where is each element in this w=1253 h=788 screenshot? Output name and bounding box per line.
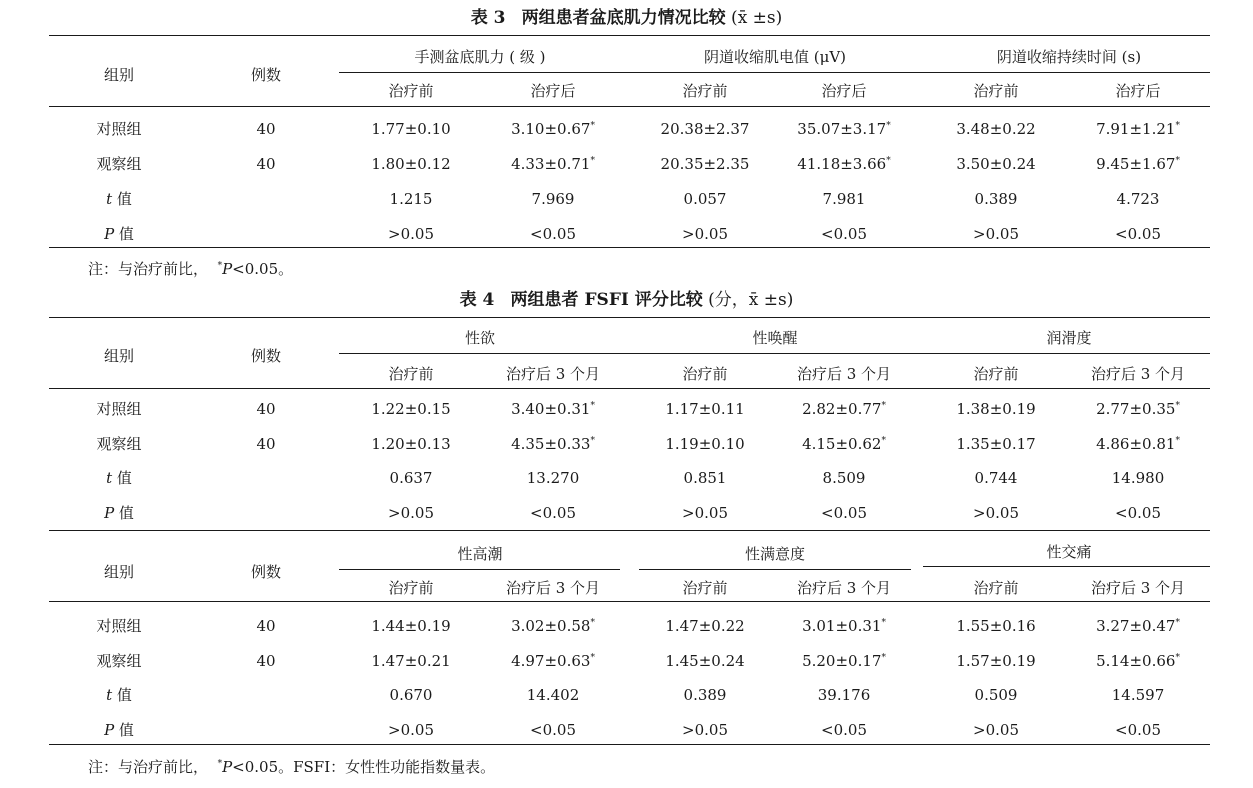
table4-bottom-rule (49, 744, 1210, 745)
table4-cell: >0.05 (388, 504, 434, 522)
table4-cell: 4.35±0.33* (511, 435, 595, 453)
table4-sub-header: 治疗前 (388, 579, 434, 597)
table4-cell: 14.597 (1111, 686, 1165, 704)
table3-sub-header: 治疗后 (530, 82, 576, 100)
table4-cell: 2.82±0.77* (802, 400, 886, 418)
table4-row-label: 对照组 (96, 400, 142, 418)
table4-cell: >0.05 (973, 504, 1019, 522)
table4-group-rule-b1 (339, 569, 620, 570)
table4-cell: <0.05 (530, 504, 576, 522)
table4-caption-prefix: 表 4 (459, 290, 495, 310)
table4-cell: 13.270 (526, 469, 580, 487)
table3-cell: 4.33±0.71* (511, 155, 595, 173)
table3-note: 注：与治疗前比， *P<0.05。 (88, 260, 294, 278)
table4-cell: 0.670 (389, 686, 433, 704)
table3-cell: <0.05 (821, 225, 867, 243)
table3-cell: >0.05 (682, 225, 728, 243)
table4-sub-header: 治疗前 (682, 365, 728, 383)
table4-group-rule (339, 353, 1210, 354)
table4-row-label: 观察组 (96, 435, 142, 453)
table3-group-header: 手测盆底肌力 ( 级 ) (414, 48, 546, 66)
table4-cell: 1.20±0.13 (371, 435, 451, 453)
table4-sub-header: 治疗前 (973, 579, 1019, 597)
table4-row-n: 40 (256, 400, 276, 418)
table4-row-label: 对照组 (96, 617, 142, 635)
table4-group-header: 性交痛 (1046, 543, 1092, 561)
table3-row-n: 40 (256, 120, 276, 138)
table4-group-header: 润滑度 (1046, 329, 1092, 347)
table3-cell: 1.215 (389, 190, 433, 208)
table3-sub-header: 治疗前 (682, 82, 728, 100)
table4-row-label: 观察组 (96, 652, 142, 670)
table3-cell: 7.969 (531, 190, 575, 208)
table4-cell: >0.05 (388, 721, 434, 739)
table4-cell: 3.02±0.58* (511, 617, 595, 635)
table4-col-group: 组别 (103, 347, 135, 365)
table4-cell: >0.05 (682, 721, 728, 739)
table4-sub-header: 治疗前 (388, 365, 434, 383)
table4-cell: <0.05 (821, 721, 867, 739)
table3-cell: 0.389 (974, 190, 1018, 208)
table4-note: 注：与治疗前比， *P<0.05。FSFI：女性性功能指数量表。 (88, 758, 496, 776)
table3-cell: 9.45±1.67* (1096, 155, 1180, 173)
table3-cell: 20.38±2.37 (660, 120, 750, 138)
table4-sub-header: 治疗前 (682, 579, 728, 597)
table4-cell: >0.05 (682, 504, 728, 522)
table3-cell: 35.07±3.17* (797, 120, 891, 138)
table3-caption-stat: (x̄ ±s) (725, 8, 783, 28)
table4-cell: <0.05 (1115, 504, 1161, 522)
table4-header-rule (49, 388, 1210, 389)
table3-group-rule (339, 72, 1210, 73)
table4-cell: 1.47±0.21 (371, 652, 451, 670)
table4-cell: 1.44±0.19 (371, 617, 451, 635)
table4-cell: 0.744 (974, 469, 1018, 487)
table4-cell: 39.176 (817, 686, 871, 704)
table4-cell: 1.35±0.17 (956, 435, 1036, 453)
table3-caption-prefix: 表 3 (470, 8, 506, 28)
table3-group-header: 阴道收缩持续时间 (s) (996, 48, 1142, 66)
table3-sub-header: 治疗前 (973, 82, 1019, 100)
table3-cell: 0.057 (683, 190, 727, 208)
table4-cell: 8.509 (822, 469, 866, 487)
table3-row-label: 观察组 (96, 155, 142, 173)
table3-caption-title: 两组患者盆底肌力情况比较 (521, 8, 726, 28)
table4-cell: 5.20±0.17* (802, 652, 886, 670)
table4-sub-header: 治疗前 (973, 365, 1019, 383)
table3-cell: 20.35±2.35 (660, 155, 750, 173)
table3-cell: 7.91±1.21* (1096, 120, 1180, 138)
table4-group-rule-b2 (639, 569, 911, 570)
table4-cell: 4.97±0.63* (511, 652, 595, 670)
table4-group-header: 性唤醒 (752, 329, 798, 347)
table4-sub-header: 治疗后 3 个月 (505, 579, 601, 597)
table4-cell: 3.27±0.47* (1096, 617, 1180, 635)
table4-top-rule (49, 317, 1210, 318)
table3-bottom-rule (49, 247, 1210, 248)
table4-cell: 0.389 (683, 686, 727, 704)
table3-cell: 3.10±0.67* (511, 120, 595, 138)
table3-row-n: 40 (256, 155, 276, 173)
table4-cell: <0.05 (530, 721, 576, 739)
table3-cell: <0.05 (1115, 225, 1161, 243)
table4-col-group: 组别 (103, 563, 135, 581)
table3-header-rule (49, 106, 1210, 107)
table4-cell: 1.57±0.19 (956, 652, 1036, 670)
table4-cell: 14.980 (1111, 469, 1165, 487)
table4-cell: 0.851 (683, 469, 727, 487)
table4-row-label: P 值 (104, 721, 134, 739)
table3-top-rule (49, 35, 1210, 36)
table4-cell: 3.40±0.31* (511, 400, 595, 418)
table3-cell: 3.50±0.24 (956, 155, 1036, 173)
table4-cell: 5.14±0.66* (1096, 652, 1180, 670)
table3-col-group: 组别 (103, 66, 135, 84)
table4-sub-header: 治疗后 3 个月 (505, 365, 601, 383)
table4-cell: 1.17±0.11 (665, 400, 745, 418)
table3-cell: 4.723 (1116, 190, 1160, 208)
table4-row-label: P 值 (104, 504, 134, 522)
table4-cell: 1.47±0.22 (665, 617, 745, 635)
table4-mid-rule (49, 530, 1210, 531)
table3-sub-header: 治疗后 (821, 82, 867, 100)
table3-cell: >0.05 (973, 225, 1019, 243)
table4-cell: <0.05 (821, 504, 867, 522)
table3-row-label: P 值 (104, 225, 134, 243)
table4-cell: 1.45±0.24 (665, 652, 745, 670)
table3-cell: 7.981 (822, 190, 866, 208)
table4-cell: 1.19±0.10 (665, 435, 745, 453)
table3-caption (0, 8, 1253, 28)
table4-cell: >0.05 (973, 721, 1019, 739)
table3-cell: 3.48±0.22 (956, 120, 1036, 138)
table4-cell: 1.38±0.19 (956, 400, 1036, 418)
table4-cell: 14.402 (526, 686, 580, 704)
table4-cell: <0.05 (1115, 721, 1161, 739)
table3-cell: 41.18±3.66* (797, 155, 891, 173)
table4-group-rule-b3 (923, 566, 1210, 567)
table4-cell: 0.509 (974, 686, 1018, 704)
table3-col-n: 例数 (250, 66, 282, 84)
table4-sub-header: 治疗后 3 个月 (1090, 365, 1186, 383)
table3-cell: <0.05 (530, 225, 576, 243)
table4-cell: 4.86±0.81* (1096, 435, 1180, 453)
table4-cell: 4.15±0.62* (802, 435, 886, 453)
table3-sub-header: 治疗后 (1115, 82, 1161, 100)
table4-cell: 3.01±0.31* (802, 617, 886, 635)
table4-col-n: 例数 (250, 347, 282, 365)
table4-cell: 1.55±0.16 (956, 617, 1036, 635)
table4-cell: 0.637 (389, 469, 433, 487)
table4-col-n: 例数 (250, 563, 282, 581)
table4-group-header: 性欲 (464, 329, 496, 347)
table4-sub-header: 治疗后 3 个月 (796, 579, 892, 597)
table3-row-label: t 值 (106, 190, 132, 208)
table3-cell: >0.05 (388, 225, 434, 243)
table4-group-header: 性高潮 (457, 545, 503, 563)
table4-cell: 1.22±0.15 (371, 400, 451, 418)
table4-caption: 表 4 两组患者 FSFI 评分比较 (分，x̄ ±s) (459, 290, 794, 310)
table4-header-rule-b (49, 601, 1210, 602)
table4-row-n: 40 (256, 435, 276, 453)
table3-row-label: 对照组 (96, 120, 142, 138)
table3-cell: 1.77±0.10 (371, 120, 451, 138)
table3-sub-header: 治疗前 (388, 82, 434, 100)
table4-sub-header: 治疗后 3 个月 (1090, 579, 1186, 597)
table4-group-header: 性满意度 (744, 545, 806, 563)
table4-cell: 2.77±0.35* (1096, 400, 1180, 418)
table4-row-n: 40 (256, 617, 276, 635)
table4-row-n: 40 (256, 652, 276, 670)
table4-sub-header: 治疗后 3 个月 (796, 365, 892, 383)
table3-group-header: 阴道收缩肌电值 (μV) (703, 48, 847, 66)
table3-cell: 1.80±0.12 (371, 155, 451, 173)
table4-row-label: t 值 (106, 686, 132, 704)
table4-row-label: t 值 (106, 469, 132, 487)
